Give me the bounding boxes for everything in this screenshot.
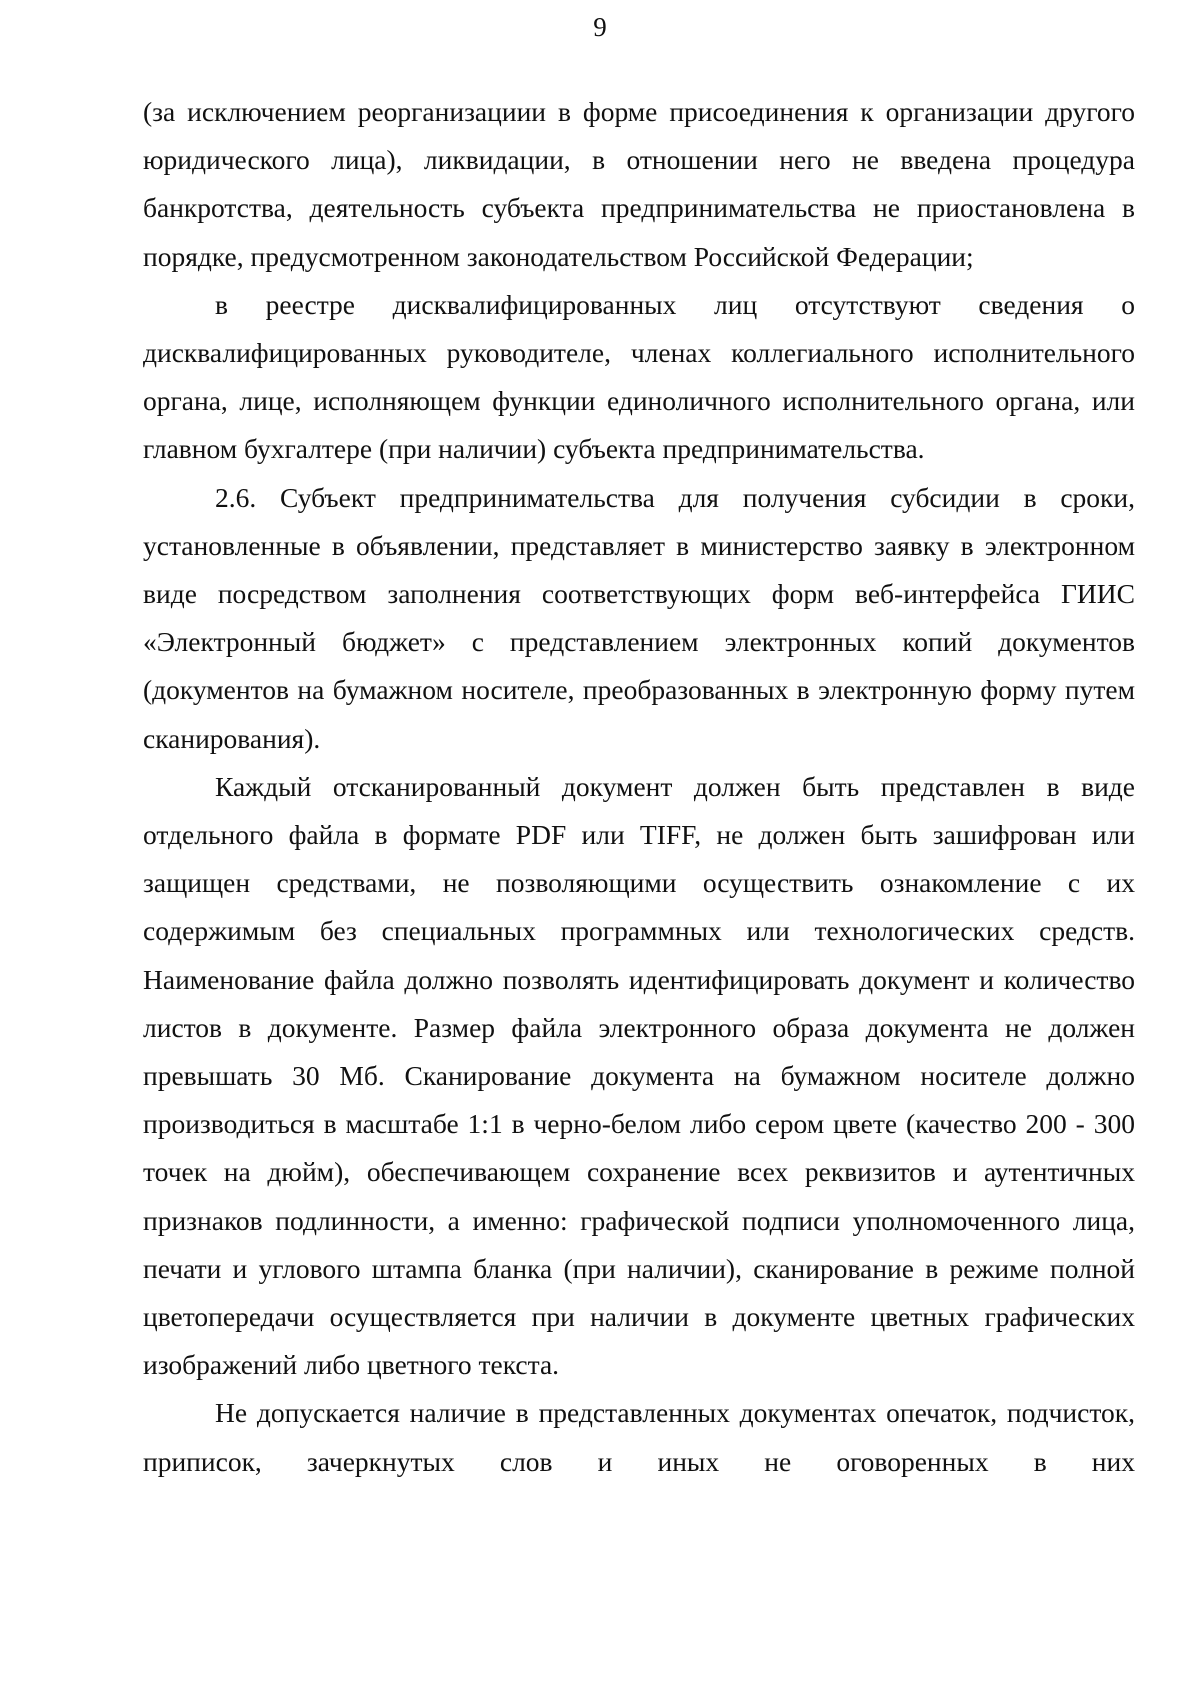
paragraph-2-6-application: 2.6. Субъект предпринимательства для получения субсидии в сроки, установленные в объявлении, представляет в министерство заявку в электронном виде посредством заполнения соответствующих форм веб-интерфейса ГИИС «Электронный бюджет» с представлением электронных копий документов (документов на бумажном носителе, преобразованных в электронную форму путем сканирования). — [143, 481, 1135, 754]
paragraph-disqualified-registry: в реестре дисквалифицированных лиц отсутствуют сведения о дисквалифицированных руководителе, членах коллегиального исполнительного органа, лице, исполняющем функции единоличного исполнительного органа, или главном бухгалтере (при наличии) субъекта предпринимательства. — [143, 288, 1135, 465]
page-number: 9 — [593, 12, 607, 42]
paragraph-eligibility-continued: (за исключением реорганизациии в форме присоединения к организации другого юридического лица), ликвидации, в отношении него не введена процедура банкротства, деятельность субъекта предпринимательства не приостановлена в порядке, предусмотренном законодательством Российской Федерации; — [143, 96, 1135, 272]
paragraph-no-corrections: Не допускается наличие в представленных документах опечаток, подчисток, приписок, зачеркнутых слов и иных не оговоренных в них — [143, 1397, 1135, 1477]
document-body — [143, 88, 1135, 1486]
paragraph-scanned-documents: Каждый отсканированный документ должен быть представлен в виде отдельного файла в формате PDF или TIFF, не должен быть зашифрован или защищен средствами, не позволяющими осуществить ознакомление с их содержимым без специальных программных или технологических средств. Наименование файла должно позволять идентифицировать документ и количество листов в документе. Размер файла электронного образа документа не должен превышать 30 Мб. Сканирование документа на бумажном носителе должно производиться в масштабе 1:1 в черно-белом либо сером цвете (качество 200 - 300 точек на дюйм), обеспечивающем сохранение всех реквизитов и аутентичных признаков подлинности, а именно: графической подписи уполномоченного лица, печати и углового штампа бланка (при наличии), сканирование в режиме полной цветопередачи осуществляется при наличии в документе цветных графических изображений либо цветного текста. — [143, 770, 1135, 1381]
